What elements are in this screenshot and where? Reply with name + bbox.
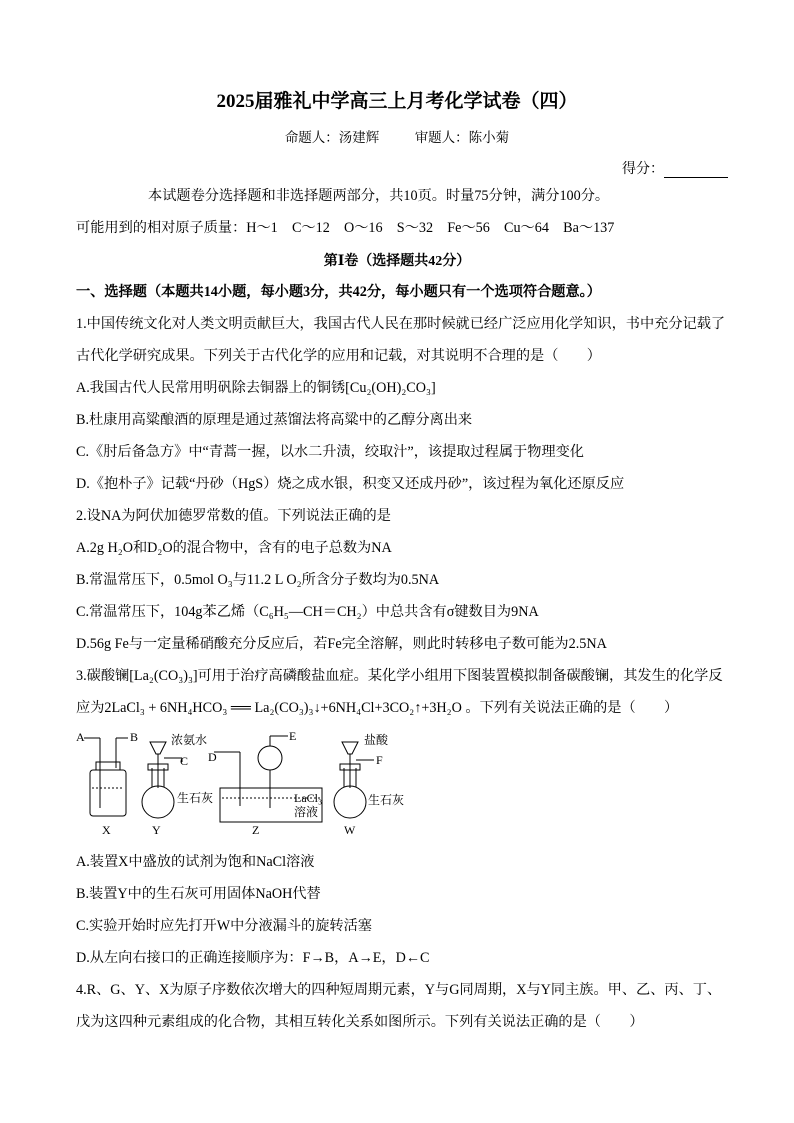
author-line	[0, 126, 794, 146]
q2-option-b: B.常温常压下，0.5mol O₃与11.2 L O₂所含分子数均为0.5NA	[76, 572, 440, 588]
reviewer-label: 审题人：陈小菊	[414, 130, 510, 145]
apparatus-w-label: W	[344, 823, 356, 837]
q3-option-b: B.装置Y中的生石灰可用固体NaOH代替	[76, 886, 321, 902]
volume-title: 第Ⅰ卷（选择题共42分）	[323, 254, 471, 269]
q3-option-c: C.实验开始时应先打开W中分液漏斗的旋转活塞	[76, 918, 372, 934]
q1-option-a: A.我国古代人民常用明矾除去铜器上的铜锈[Cu₂(OH)₂CO₃]	[76, 380, 436, 396]
q3-option-d: D.从左向右接口的正确连接顺序为：F→B，A→E，D←C	[76, 950, 430, 966]
score-blank	[664, 163, 728, 178]
label-d: D	[208, 750, 217, 764]
q4-stem-line-1: 4.R、G、Y、X为原子序数依次增大的四种短周期元素，Y与G同周期，X与Y同主族。甲、乙、丙、丁、	[76, 982, 722, 998]
q4-stem-line-2: 戊为这四种元素组成的化合物，其相互转化关系如图所示。下列有关说法正确的是（ ）	[76, 1014, 644, 1030]
q1-stem-line-2: 古代化学研究成果。下列关于古代化学的应用和记载，对其说明不合理的是（ ）	[76, 348, 601, 364]
score-field	[622, 158, 728, 178]
score-label: 得分：	[622, 162, 664, 177]
quicklime-y-label: 生石灰	[177, 791, 214, 805]
part-title: 一、选择题（本题共14小题，每小题3分，共42分，每小题只有一个选项符合题意。）	[76, 284, 601, 300]
page-title: 2025届雅礼中学高三上月考化学试卷（四）	[216, 91, 578, 112]
q2-stem: 2.设NA为阿伏加德罗常数的值。下列说法正确的是	[76, 508, 391, 524]
label-b: B	[130, 730, 139, 744]
setter-label: 命题人：汤建辉	[284, 130, 380, 145]
atomic-masses: 可能用到的相对原子质量：H～1 C～12 O～16 S～32 Fe～56 Cu～64 Ba～137	[76, 220, 615, 236]
quicklime-w-label: 生石灰	[368, 793, 405, 807]
q3-option-a: A.装置X中盛放的试剂为饱和NaCl溶液	[76, 854, 315, 870]
exam-note: 本试题卷分选择题和非选择题两部分，共10页。时量75分钟，满分100分。	[148, 188, 610, 204]
solution-label: 溶液	[294, 805, 319, 819]
apparatus-x-label: X	[102, 823, 111, 837]
lacl3-label: LaCl₃	[294, 791, 323, 805]
q1-stem-line-1: 1.中国传统文化对人类文明贡献巨大，我国古代人民在那时候就已经广泛应用化学知识，书中充分记载了	[76, 316, 726, 332]
apparatus-z-label: Z	[252, 823, 260, 837]
q2-option-c: C.常温常压下，104g苯乙烯（C₆H₅—CH＝CH₂）中总共含有σ键数目为9NA	[76, 604, 539, 620]
label-a: A	[76, 730, 85, 744]
q3-stem-line-1: 3.碳酸镧[La₂(CO₃)₃]可用于治疗高磷酸盐血症。某化学小组用下图装置模拟制备碳酸镧，其发生的化学反	[76, 668, 723, 684]
q3-stem-line-2: 应为2LaCl₃ + 6NH₄HCO₃ ══ La₂(CO₃)₃↓+6NH₄Cl+3CO₂↑+3H₂O 。下列有关说法正确的是（ ）	[76, 700, 679, 716]
q1-option-d: D.《抱朴子》记载“丹砂（HgS）烧之成水银，积变又还成丹砂”，该过程为氧化还原反应	[76, 476, 625, 492]
q2-option-a: A.2g H₂O和D₂O的混合物中，含有的电子总数为NA	[76, 540, 392, 556]
label-c: C	[180, 754, 189, 768]
apparatus-diagram	[76, 728, 416, 840]
label-e: E	[289, 729, 297, 743]
label-f: F	[376, 753, 383, 767]
q1-option-b: B.杜康用高粱酿酒的原理是通过蒸馏法将高粱中的乙醇分离出来	[76, 412, 473, 428]
q1-option-c: C.《肘后备急方》中“青蒿一握，以水二升渍，绞取汁”，该提取过程属于物理变化	[76, 444, 584, 460]
apparatus-y-label: Y	[152, 823, 161, 837]
q2-option-d: D.56g Fe与一定量稀硝酸充分反应后，若Fe完全溶解，则此时转移电子数可能为2.5NA	[76, 636, 607, 652]
ammonia-label: 浓氨水	[171, 733, 208, 747]
hcl-label: 盐酸	[364, 733, 389, 747]
